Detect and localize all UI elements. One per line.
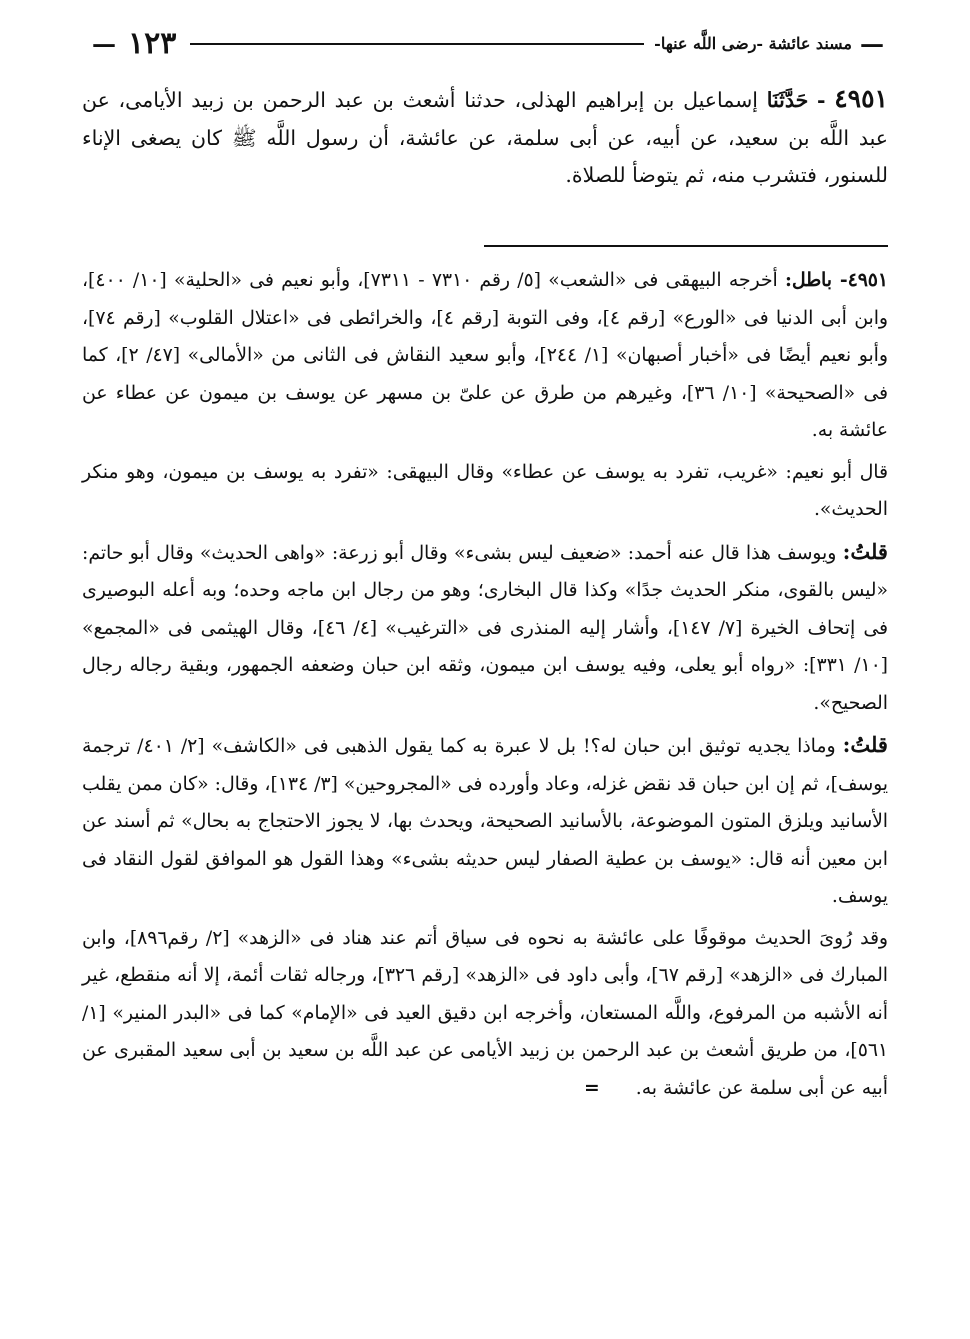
footnote-text: وماذا يجديه توثيق ابن حبان له؟! بل لا عبرة به كما يقول الذهبى فى «الكاشف» [٢/ ٤٠١/ ترجمة يوسف]، ثم إن ابن حبان قد نقض غزله، وعاد وأورده فى «المجروحين» [٣/ ١٣٤]، وقال: «كان ممن يقلب الأسانيد ويلزق المتون الموضوعة، بالأسانيد الصحيحة، ويحدث بها، لا يجوز الاحتجاج به بحال» ثم أسند عن ابن معين أنه قال: «يوسف بن عطية الصفار ليس حديثه بشىء» وهذا القول هو الموافق لقول النقاد فى يوسف.	[82, 736, 888, 907]
footnotes	[82, 262, 888, 1107]
footnote-qultu-2	[82, 726, 888, 916]
hadith-dash: -	[817, 88, 826, 112]
footnote-lead: قلتُ:	[842, 732, 888, 757]
header-dash-right: —	[860, 29, 884, 58]
footnote-lead: ٤٩٥١- باطل:	[784, 269, 888, 291]
footnote-takhrij	[82, 262, 888, 450]
footnote-abu-nuaim	[82, 454, 888, 529]
header-dash-left: —	[92, 29, 116, 58]
footnote-text: وقد رُوىَ الحديث موقوفًا على عائشة به نحوه فى سياق أتم عند هناد فى «الزهد» [٢/ رقم٨٩٦]، وابن المبارك فى «الزهد» [رقم ٦٧]، وأبى داود فى «الزهد» [رقم ٣٢٦]، ورجاله ثقات أئمة، إلا أنه منقطع، غير أنه الأشبه من المرفوع، واللَّه المستعان، وأخرجه ابن دقيق العيد فى «الإمام» كما فى «البدر المنير» [١/ ٥٦١]، من طريق أشعث بن عبد الرحمن بن زبيد الأيامى عن عبد اللَّه بن سعيد بن أبى سعيد المقبرى عن أبيه عن أبى سلمة عن عائشة به.	[82, 927, 889, 1099]
footnote-divider	[484, 245, 888, 247]
running-title: مسند عائشة -رضى اللَّه عنها-	[654, 34, 852, 53]
hadith-opening-word: حَدَّثَنَا	[766, 88, 809, 112]
page-header	[88, 24, 888, 64]
footnote-lead: قلتُ:	[842, 538, 888, 564]
page-number: ١٢٣	[128, 26, 177, 61]
footnote-text: أخرجه البيهقى فى «الشعب» [٥/ رقم ٧٣١٠ - ٧٣١١]، وأبو نعيم فى «الحلية» [١٠/ ٤٠٠]، وابن أبى الدنيا فى «الورع» [رقم ٤]، وفى التوبة [رقم ٤]، والخرائطى فى «اعتلال القلوب» [رقم ٧٤]، وأبو نعيم أيضًا فى «أخبار أصبهان» [١/ ٢٤٤]، وأبو سعيد النقاش فى الثانى من «الأمالى» [٤٧/ ٢]، كما فى «الصحيحة» [١٠/ ٣٦]، وغيرهم من طرق عن علىّ بن مسهر عن يوسف بن ميمون عن عطاء عن عائشة به.	[82, 270, 889, 441]
footnote-qultu-1	[82, 533, 888, 723]
footnote-mawquf	[82, 920, 888, 1108]
hadith-text	[82, 80, 888, 195]
hadith-number: ٤٩٥١	[834, 84, 888, 113]
hadith-body: إسماعيل بن إبراهيم الهذلى، حدثنا أشعث بن عبد الرحمن بن زبيد الأيامى، عن عبد اللَّه بن سعيد، عن أبيه، عن أبى سلمة، عن عائشة، أن رسول اللَّه ﷺ كان يصغى الإناء للسنور، فتشرب منه، ثم يتوضأ للصلاة.	[82, 88, 888, 187]
continuation-mark: =	[584, 1076, 600, 1099]
header-rule	[190, 43, 644, 45]
footnote-text: قال أبو نعيم: «غريب، تفرد به يوسف عن عطاء» وقال البيهقى: «تفرد به يوسف بن ميمون، وهو منكر الحديث».	[82, 461, 888, 520]
footnote-text: ويوسف هذا قال عنه أحمد: «ضعيف ليس بشىء» وقال أبو زرعة: «واهى الحديث» وقال أبو حاتم: «ليس بالقوى، منكر الحديث جدًا» وكذا قال البخارى؛ وهو من رجال ابن ماجه وحده؛ وبه أعله البوصيرى فى إتحاف الخيرة [٧/ ١٤٧]، وأشار إليه المنذرى فى «الترغيب» [٤/ ٤٦]، وقال الهيثمى فى «المجمع» [١٠/ ٣٣١]: «رواه أبو يعلى، وفيه يوسف ابن ميمون، وثقه ابن حبان وضعفه الجمهور، وبقية رجاله رجال الصحيح».	[82, 542, 888, 714]
